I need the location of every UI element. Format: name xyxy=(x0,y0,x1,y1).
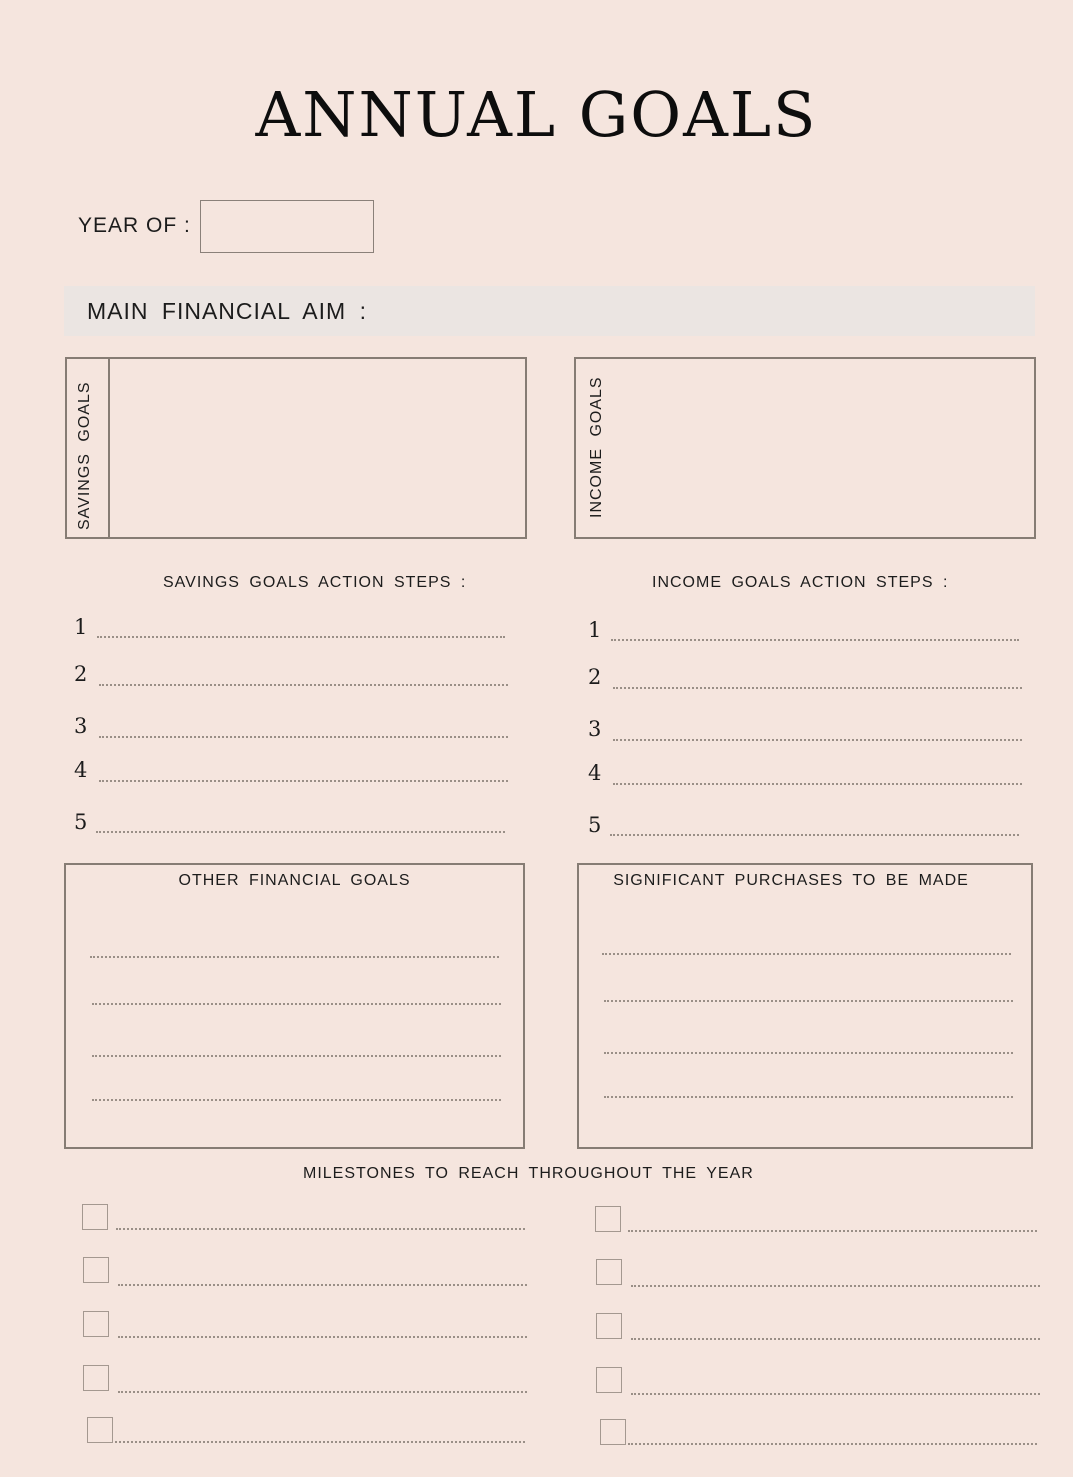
milestone-checkbox[interactable] xyxy=(87,1417,113,1443)
savings-step-line[interactable] xyxy=(99,684,508,686)
savings-step-number: 4 xyxy=(74,758,88,782)
income-step-number: 3 xyxy=(588,717,602,741)
purchase-line[interactable] xyxy=(604,1096,1013,1098)
savings-step-number: 5 xyxy=(74,810,88,834)
savings-step-number: 2 xyxy=(74,662,88,686)
savings-action-steps-heading: SAVINGS GOALS ACTION STEPS : xyxy=(163,574,467,591)
income-step-line[interactable] xyxy=(610,834,1019,836)
milestone-line[interactable] xyxy=(631,1285,1040,1287)
savings-step-line[interactable] xyxy=(99,736,508,738)
milestone-line[interactable] xyxy=(118,1284,527,1286)
savings-step-number: 3 xyxy=(74,714,88,738)
milestone-line[interactable] xyxy=(118,1336,527,1338)
milestone-checkbox[interactable] xyxy=(82,1204,108,1230)
milestone-checkbox[interactable] xyxy=(596,1367,622,1393)
income-goals-label: INCOME GOALS xyxy=(588,376,605,518)
savings-step-line[interactable] xyxy=(96,831,505,833)
milestone-line[interactable] xyxy=(115,1441,525,1443)
purchase-line[interactable] xyxy=(604,1052,1013,1054)
milestone-checkbox[interactable] xyxy=(596,1313,622,1339)
milestone-line[interactable] xyxy=(628,1443,1037,1445)
page-title: ANNUAL GOALS xyxy=(255,78,818,151)
purchase-line[interactable] xyxy=(602,953,1011,955)
main-financial-aim-label: MAIN FINANCIAL AIM : xyxy=(87,298,367,324)
income-step-line[interactable] xyxy=(613,739,1022,741)
income-step-number: 5 xyxy=(588,813,602,837)
milestone-checkbox[interactable] xyxy=(83,1365,109,1391)
other-goal-line[interactable] xyxy=(90,956,499,958)
milestone-line[interactable] xyxy=(118,1391,527,1393)
savings-step-line[interactable] xyxy=(97,636,505,638)
other-goal-line[interactable] xyxy=(92,1003,501,1005)
other-goal-line[interactable] xyxy=(92,1099,501,1101)
other-goal-line[interactable] xyxy=(92,1055,501,1057)
income-step-line[interactable] xyxy=(613,687,1022,689)
milestone-checkbox[interactable] xyxy=(596,1259,622,1285)
milestone-line[interactable] xyxy=(116,1228,525,1230)
other-financial-goals-heading: OTHER FINANCIAL GOALS xyxy=(178,872,411,889)
savings-goals-divider xyxy=(108,358,110,538)
milestone-line[interactable] xyxy=(631,1393,1040,1395)
savings-step-number: 1 xyxy=(74,615,88,639)
income-goals-box[interactable] xyxy=(574,357,1036,539)
milestone-checkbox[interactable] xyxy=(600,1419,626,1445)
income-action-steps-heading: INCOME GOALS ACTION STEPS : xyxy=(652,574,949,591)
savings-goals-label: SAVINGS GOALS xyxy=(76,381,93,530)
milestone-checkbox[interactable] xyxy=(595,1206,621,1232)
year-input-box[interactable] xyxy=(200,200,374,253)
year-label: YEAR OF : xyxy=(78,214,191,237)
income-step-number: 2 xyxy=(588,665,602,689)
significant-purchases-heading: SIGNIFICANT PURCHASES TO BE MADE xyxy=(613,872,969,889)
milestone-checkbox[interactable] xyxy=(83,1311,109,1337)
significant-purchases-box xyxy=(577,863,1033,1149)
milestone-line[interactable] xyxy=(631,1338,1040,1340)
milestones-heading: MILESTONES TO REACH THROUGHOUT THE YEAR xyxy=(303,1165,754,1182)
other-financial-goals-box xyxy=(64,863,525,1149)
savings-goals-box[interactable] xyxy=(65,357,527,539)
milestone-checkbox[interactable] xyxy=(83,1257,109,1283)
income-step-line[interactable] xyxy=(613,783,1022,785)
income-step-line[interactable] xyxy=(611,639,1019,641)
income-step-number: 4 xyxy=(588,761,602,785)
purchase-line[interactable] xyxy=(604,1000,1013,1002)
milestone-line[interactable] xyxy=(628,1230,1037,1232)
income-step-number: 1 xyxy=(588,618,602,642)
savings-step-line[interactable] xyxy=(99,780,508,782)
